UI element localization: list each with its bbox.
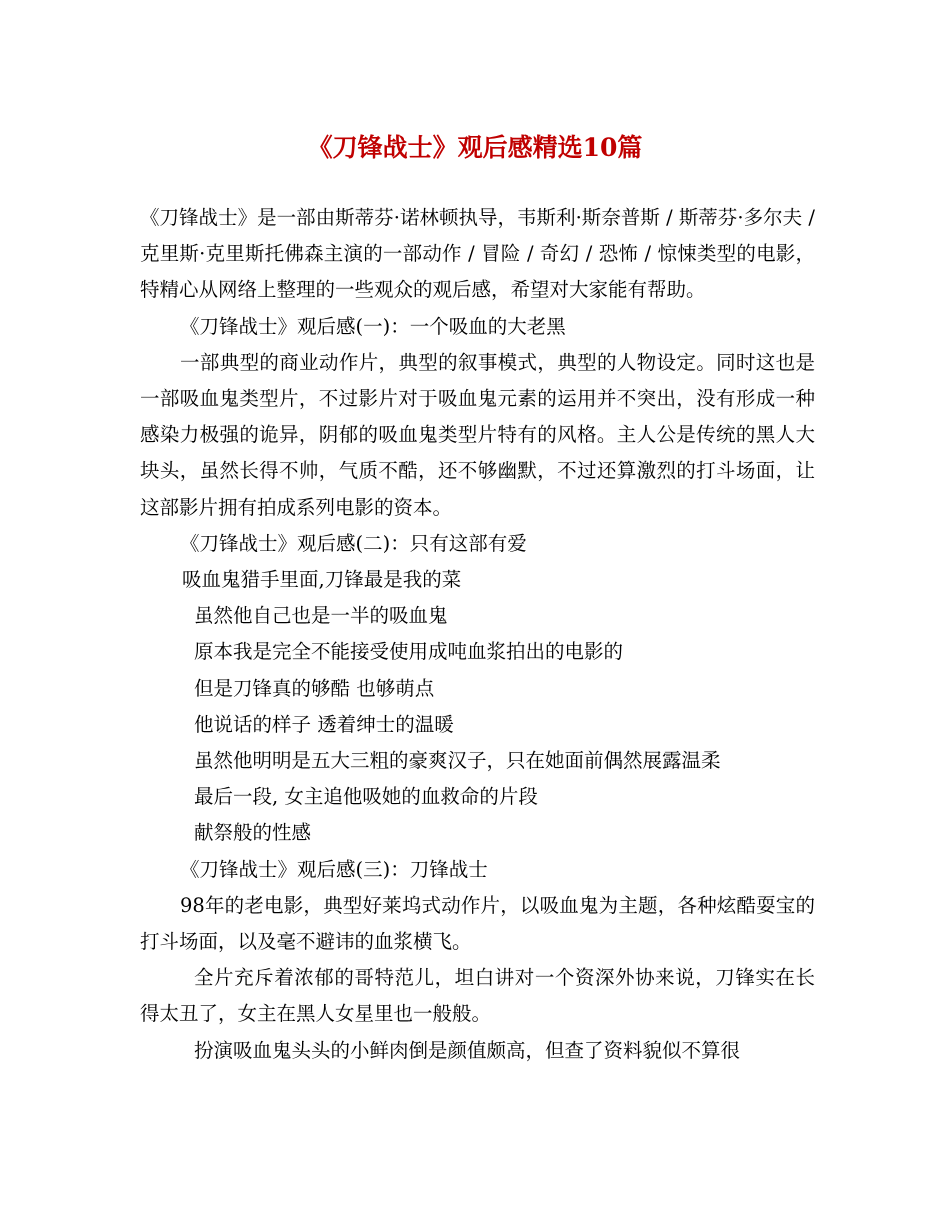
review-line: 献祭般的性感	[194, 821, 312, 845]
review-paragraph-1: 一部典型的商业动作片，典型的叙事模式，典型的人物设定。同时这也是一部吸血鬼类型片，不过影片对于吸血鬼元素的运用并不突出，没有形成一种感染力极强的诡异，阴郁的吸血鬼类型片特有的风格。主人公是传统的黑人大块头，虽然长得不帅，气质不酷，还不够幽默，不过还算激烈的打斗场面，让这部影片拥有拍成系列电影的资本。	[140, 350, 815, 519]
document-body	[140, 200, 815, 1069]
section-heading-2: 《刀锋战士》观后感(二)：只有这部有爱	[180, 531, 527, 555]
review-line: 虽然他自己也是一半的吸血鬼	[194, 604, 448, 628]
review-line: 他说话的样子 透着绅士的温暖	[194, 712, 454, 736]
review-line: 但是刀锋真的够酷 也够萌点	[194, 676, 435, 700]
review-paragraph-3c: 扮演吸血鬼头头的小鲜肉倒是颜值颇高，但查了资料貌似不算很	[194, 1038, 741, 1062]
review-line: 吸血鬼猎手里面,刀锋最是我的菜	[182, 568, 462, 592]
review-line: 虽然他明明是五大三粗的豪爽汉子，只在她面前偶然展露温柔	[194, 749, 721, 773]
review-paragraph-3a: 98年的老电影，典型好莱坞式动作片，以吸血鬼为主题，各种炫酷耍宝的打斗场面，以及毫不避讳的血浆横飞。	[140, 893, 815, 954]
review-line: 原本我是完全不能接受使用成吨血浆拍出的电影的	[194, 640, 624, 664]
review-line: 最后一段, 女主追他吸她的血救命的片段	[194, 785, 538, 809]
review-paragraph-3b: 全片充斥着浓郁的哥特范儿，坦白讲对一个资深外协来说，刀锋实在长得太丑了，女主在黑人女星里也一般般。	[140, 966, 815, 1026]
section-heading-1: 《刀锋战士》观后感(一)：一个吸血的大老黑	[180, 314, 566, 338]
section-heading-3: 《刀锋战士》观后感(三)：刀锋战士	[180, 857, 488, 881]
intro-paragraph: 《刀锋战士》是一部由斯蒂芬·诺林顿执导，韦斯利·斯奈普斯 / 斯蒂芬·多尔夫 / 克里斯·克里斯托佛森主演的一部动作 / 冒险 / 奇幻 / 恐怖 / 惊悚类型的电影，特精心从网络上整理的一些观众的观后感，希望对大家能有帮助。	[140, 206, 815, 302]
document-title: 《刀锋战士》观后感精选10篇	[307, 133, 643, 162]
